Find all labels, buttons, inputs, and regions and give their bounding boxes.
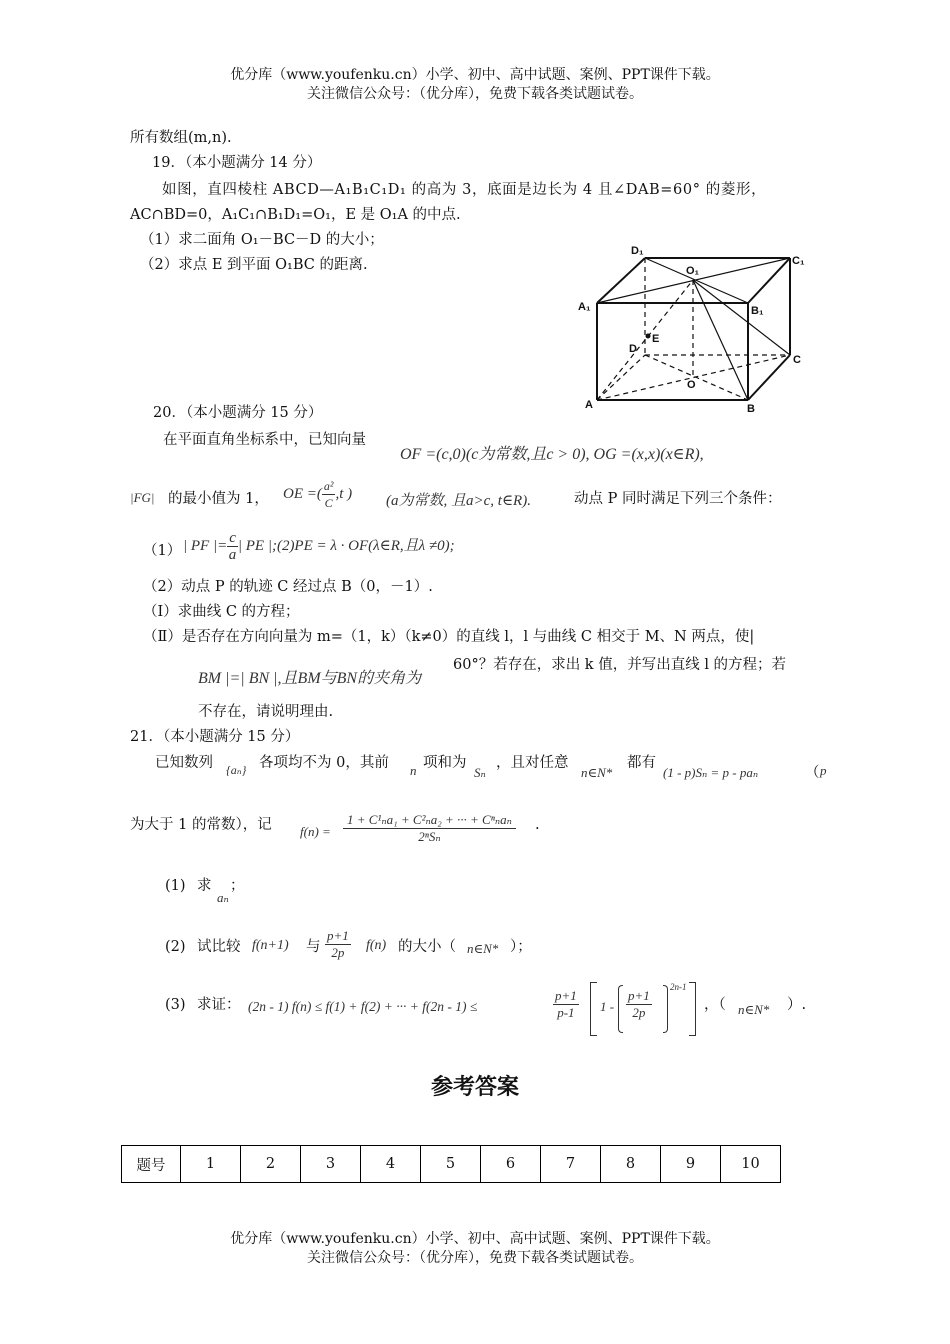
q20-cond1-rhs: | PE |;(2)PE = λ · OF(λ∈R,且λ ≠0);: [237, 537, 455, 554]
line-o1c: [693, 280, 790, 355]
q20-cond1-formula: [183, 530, 455, 563]
q21-p3-exp: 2n-1: [670, 982, 687, 992]
q20-fg-abs: |FG|: [130, 490, 155, 505]
label-e: E: [652, 333, 660, 345]
q19-body-1: 如图，直四棱柱 ABCD—A₁B₁C₁D₁ 的高为 3，底面是边长为 4 且∠DAB=60° 的菱形，: [162, 182, 767, 198]
q21-sn: Sₙ: [474, 765, 486, 780]
q20-oe-num: a²: [323, 479, 334, 493]
table-cell: 1: [181, 1146, 241, 1183]
q21-fn-den: 2ⁿSₙ: [418, 829, 441, 844]
q21-line2a: 为大于 1 的常数），记: [130, 817, 272, 833]
q21-p3-comma: ，（: [704, 997, 726, 1013]
q20-heading: 20．（本小题满分 15 分）: [153, 405, 323, 421]
label-o1: O₁: [686, 265, 700, 277]
q21-p2-label: (2): [165, 939, 186, 955]
q20-part-2a: （Ⅱ）是否存在方向向量为 m=（1，k）（k≠0）的直线 l，l 与曲线 C 相交于 M、N 两点，使|: [143, 629, 755, 645]
q21-p2-f: f(n+1): [252, 938, 289, 953]
q20-cond2: （2）动点 P 的轨迹 C 经过点 B（0，－1）.: [143, 579, 433, 595]
q21-intro-e: 都有: [627, 755, 656, 771]
q21-intro-b: 各项均不为 0，其前: [259, 755, 389, 771]
q21-p3-paren-left: [618, 985, 623, 1033]
edge-bc: [748, 355, 790, 400]
q20-oe-fraction: [322, 478, 336, 511]
q20-oe-lhs: OE =(: [283, 485, 322, 502]
q21-p3-label: (3): [165, 997, 186, 1013]
q21-p3-bracket-left: [590, 982, 597, 1036]
q21-p: p: [820, 763, 827, 778]
table-cell: 10: [721, 1146, 781, 1183]
q21-fn-frac: [343, 812, 516, 845]
q21-p1-text: 求: [197, 878, 212, 894]
table-cell: 2: [241, 1146, 301, 1183]
label-o: O: [687, 379, 696, 391]
q20-part-2-formula: BM |=| BN |,且BM与BN的夹角为: [198, 670, 422, 687]
q21-p2-N: n∈N*: [467, 941, 499, 956]
q21-p1-an: aₙ: [217, 890, 229, 905]
q19-part-1: （1）求二面角 O₁－BC－D 的大小；: [140, 232, 384, 248]
q20-oe-formula: [283, 478, 352, 511]
q19-heading: 19．（本小题满分 14 分）: [152, 155, 322, 171]
q21-intro-d: ，且对任意: [496, 755, 569, 771]
q21-p3-num: p+1: [555, 988, 577, 1003]
header-line-1: 优分库（www.youfenku.cn）小学、初中、高中试题、案例、PPT课件下载。: [230, 67, 720, 83]
q21-p3-end: ）.: [787, 997, 807, 1013]
q20-vector-formula: OF =(c,0)(c为常数,且c > 0), OG =(x,x)(x∈R),: [400, 446, 704, 463]
table-cell: 6: [481, 1146, 541, 1183]
header-line-2: 关注微信公众号：（优分库），免费下载各类试题试卷。: [307, 86, 643, 102]
q21-relation: (1 - p)Sₙ = p - paₙ: [663, 765, 759, 780]
footer-line-2: 关注微信公众号：（优分库），免费下载各类试题试卷。: [307, 1250, 643, 1266]
q21-intro-a: 已知数列: [155, 755, 213, 771]
label-a: A: [585, 399, 593, 411]
q21-p2-size: 的大小（: [398, 939, 456, 955]
table-cell: 8: [601, 1146, 661, 1183]
table-cell: 3: [301, 1146, 361, 1183]
point-e: [646, 334, 651, 339]
q21-heading: 21．（本小题满分 15 分）: [130, 729, 300, 745]
edge-a1d1: [597, 258, 645, 303]
q21-p2-fraction: [325, 928, 351, 961]
label-b1: B₁: [751, 305, 764, 317]
q20-part-2c: 不存在，请说明理由.: [198, 704, 334, 720]
table-cell: 题号: [122, 1146, 181, 1183]
q21-intro-c: 项和为: [423, 755, 467, 771]
answer-title: 参考答案: [430, 1074, 519, 1100]
edge-b1c1: [748, 258, 790, 303]
q21-p2-end: ）；: [510, 939, 532, 955]
q21-p2-den: 2p: [331, 945, 345, 960]
label-d1: D₁: [631, 245, 644, 257]
q21-n-in-N: n∈N*: [581, 765, 613, 780]
table-cell: 9: [661, 1146, 721, 1183]
q19-part-2: （2）求点 E 到平面 O₁BC 的距离.: [140, 257, 368, 273]
q21-fn-num: 1 + C¹ₙa₁ + C²ₙa₂ + ··· + Cⁿₙaₙ: [343, 812, 516, 829]
q21-p1-end: ；: [230, 878, 245, 894]
edge-ad: [597, 355, 645, 400]
q19-body-2: AC∩BD=0，A₁C₁∩B₁D₁=O₁，E 是 O₁A 的中点.: [130, 207, 461, 223]
q20-cond1-den: a: [228, 547, 237, 563]
q20-oe-rhs: ,t ): [335, 485, 353, 502]
label-a1: A₁: [578, 301, 591, 313]
q21-p3-N: n∈N*: [738, 1002, 770, 1017]
q20-part-2b: 60°？若存在，求出 k 值，并写出直线 l 的方程；若: [453, 657, 787, 673]
q21-p3-den: p-1: [557, 1005, 575, 1020]
footer-line-1: 优分库（www.youfenku.cn）小学、初中、高中试题、案例、PPT课件下载。: [230, 1231, 720, 1247]
q21-fn-fraction: [343, 812, 516, 845]
q20-cond1-label: （1）: [143, 543, 182, 559]
label-b: B: [747, 403, 755, 415]
q21-dot: .: [535, 817, 540, 833]
q21-p3-iden: 2p: [632, 1005, 646, 1020]
q21-p2-fn: f(n): [366, 938, 387, 953]
label-c: C: [793, 354, 801, 366]
q21-p3-ifrac: [626, 988, 652, 1021]
prism-figure: [570, 240, 820, 420]
q21-p3-bracket-right: [689, 982, 696, 1036]
q20-intro: 在平面直角坐标系中，已知向量: [163, 432, 366, 448]
q21-p3-inum: p+1: [628, 988, 650, 1003]
q21-seq: {aₙ}: [226, 763, 247, 777]
q20-cond1-num: c: [229, 530, 236, 546]
q21-p3-fraction: [553, 988, 579, 1021]
q21-p2-num: p+1: [327, 928, 349, 943]
label-d: D: [629, 343, 637, 355]
q21-p1-label: (1): [165, 878, 186, 894]
q20-part-1: （Ⅰ）求曲线 C 的方程；: [143, 604, 300, 620]
table-cell: 4: [361, 1146, 421, 1183]
q18-tail: 所有数组(m,n).: [130, 130, 232, 146]
q21-p3-inner-fraction: [626, 988, 652, 1021]
line-o1b: [693, 280, 748, 400]
q21-p2-with: 与: [306, 939, 321, 955]
q21-p3-lhs: (2n - 1) f(n) ≤ f(1) + f(2) + ··· + f(2n - 1) ≤: [248, 999, 478, 1014]
q21-p2-frac: [325, 928, 351, 961]
q21-p3-br: 1 -: [600, 999, 615, 1014]
q20-oe-den: C: [324, 496, 333, 510]
answer-table: [121, 1145, 781, 1183]
q20-cond1-fraction: [227, 530, 238, 563]
table-row: [122, 1146, 781, 1183]
q20-oe-condition: (a为常数, 且a>c, t∈R).: [386, 493, 531, 509]
q20-cond1-lhs: | PF |=: [183, 537, 228, 554]
q21-paren-open: （: [805, 765, 820, 781]
q21-p2-text: 试比较: [197, 939, 241, 955]
q21-fn-lhs: f(n) =: [300, 824, 331, 839]
q21-p3-frac: [553, 988, 579, 1021]
diag-db: [645, 355, 748, 400]
table-cell: 5: [421, 1146, 481, 1183]
q20-min-text: 的最小值为 1，: [168, 491, 269, 507]
q20-condition-text: 动点 P 同时满足下列三个条件：: [574, 491, 782, 507]
table-cell: 7: [541, 1146, 601, 1183]
q21-n: n: [410, 763, 417, 778]
label-c1: C₁: [792, 255, 805, 267]
q21-p3-paren-right: [663, 985, 668, 1033]
q21-p3-text: 求证：: [197, 997, 241, 1013]
